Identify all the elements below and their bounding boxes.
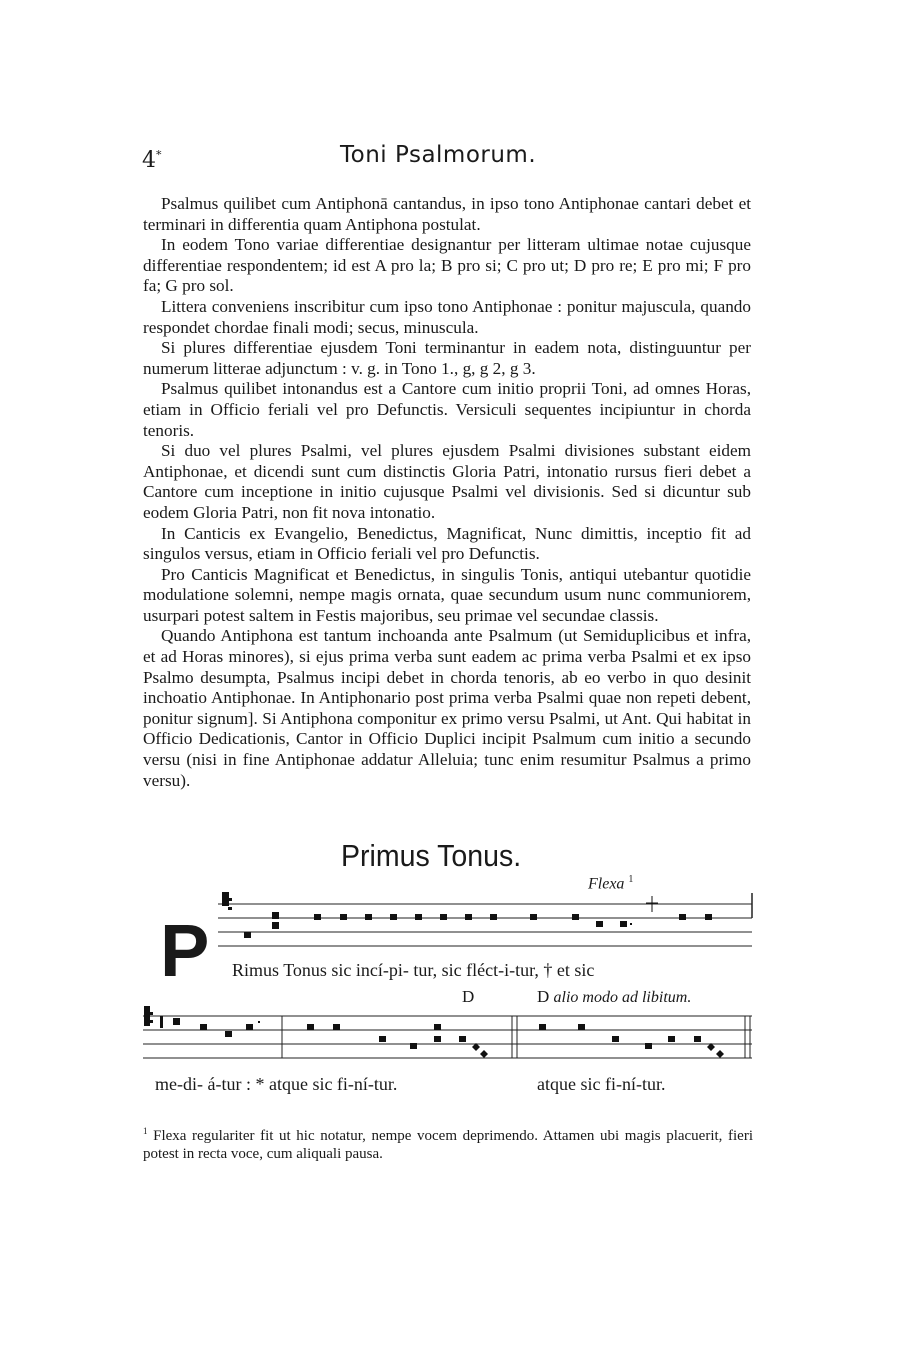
staff-2 xyxy=(143,1016,752,1058)
chant-title: Primus Tonus. xyxy=(341,838,522,873)
paragraph-1: Psalmus quilibet cum Antiphonā cantandus, in ipso tono Antiphonae cantari debet et terminari in differentia quam Antiphona postulat. xyxy=(143,194,751,234)
ending-alt-label: alio modo ad libitum. xyxy=(553,989,692,1006)
page-number: 4* xyxy=(142,148,162,173)
clef-1 xyxy=(222,892,232,910)
paragraph-9: Quando Antiphona est tantum inchoanda ante Psalmum (ut Semiduplicibus et infra, et ad Horas minores), si ejus prima verba sunt eadem ac prima verba Psalmi et ex ipso Psalmo desumpta, Psalmus incipi debet in chorda tenoris, ab eo verbo in quo desinit inchoatio Antiphonae. In Antiphonario post prima verba Psalmi quae non repeti debent, ponitur signum]. Si Antiphona componitur ex primo versu Psalmi, ut Ant. Qui habitat in Officio Dedicationis, Cantor in Officio Duplici incipit Psalmum cum initio a secundo versu (nisi in fine Antiphonae addatur Alleluia; tunc enim resumitur Psalmus a primo versu). xyxy=(143,626,751,790)
paragraph-3: Littera conveniens inscribitur cum ipso tono Antiphonae : ponitur majuscula, quando respondet chordae finali modi; secus, minuscula. xyxy=(143,296,751,337)
chant-lyrics-line-2a: me-di- á-tur : * atque sic fi-ní-tur. xyxy=(155,1074,398,1094)
flexa-label: Flexa $^1$ xyxy=(588,874,634,893)
staff-2-notes xyxy=(200,1021,724,1058)
paragraph-6: Si duo vel plures Psalmi, vel plures ejusdem Psalmi divisiones substant eidem Antiphonae, et dicendi sunt cum distinctis Gloria Patri, intonatio rursus fieri debet a Cantore cum inceptione in initio cujusque Psalmi vel divisionis. Sed si dicuntur sub eodem Gloria Patri, non fit nova intonatio. xyxy=(143,441,751,522)
page-title: Toni Psalmorum. xyxy=(340,142,537,168)
page-number-star: * xyxy=(156,148,162,162)
footnote-mark: 1 xyxy=(143,1126,148,1136)
paragraph-2: In eodem Tono variae differentiae designantur per litteram ultimae notae cujusque differentiae respondentem; id est A pro la; B pro si; C pro ut; D pro re; E pro mi; F pro fa; G pro sol. xyxy=(143,235,751,296)
staff-1 xyxy=(218,893,752,946)
footnote xyxy=(143,1122,753,1163)
paragraph-4: Si plures differentiae ejusdem Toni terminantur in eadem nota, distinguuntur per numerum litterae adjunctum : v. g. in Tono 1., g, g 2, g 3. xyxy=(143,338,751,378)
drop-cap: P xyxy=(160,909,210,992)
chant-lyrics-line-1: Rimus Tonus sic incí-pi- tur, sic fléct-i-tur, † et sic xyxy=(232,960,595,980)
footnote-text: Flexa regulariter fit ut hic notatur, nempe vocem deprimendo. Attamen ubi magis placuerit, fieri potest in recta voce, cum aliquali pausa. xyxy=(143,1128,754,1162)
ending-label-1: D xyxy=(462,987,475,1006)
ending-label-2: D alio modo ad libitum. xyxy=(537,987,692,1006)
paragraph-5: Psalmus quilibet intonandus est a Cantore cum initio proprii Toni, ad omnes Horas, etiam in Officio feriali vel pro Defunctis. Versiculi sequentes incipiuntur in chorda tenoris. xyxy=(143,379,751,440)
chant-lyrics-line-2b: atque sic fi-ní-tur. xyxy=(537,1074,666,1094)
paragraph-8: Pro Canticis Magnificat et Benedictus, in singulis Tonis, antiqui utebantur quotidie modulatione solemni, nempe magis ornata, quae secundum usum nunc communiorem, usurpari potest saltem in Festis majoribus, seu primae vel secundae classis. xyxy=(143,564,751,625)
clef-2 xyxy=(144,1006,180,1028)
flexa-footnote-mark: 1 xyxy=(628,874,634,885)
paragraph-7: In Canticis ex Evangelio, Benedictus, Magnificat, Nunc dimittis, inceptio fit ad singulos versus, etiam in Officio feriali vel pro Defunctis. xyxy=(143,523,751,564)
